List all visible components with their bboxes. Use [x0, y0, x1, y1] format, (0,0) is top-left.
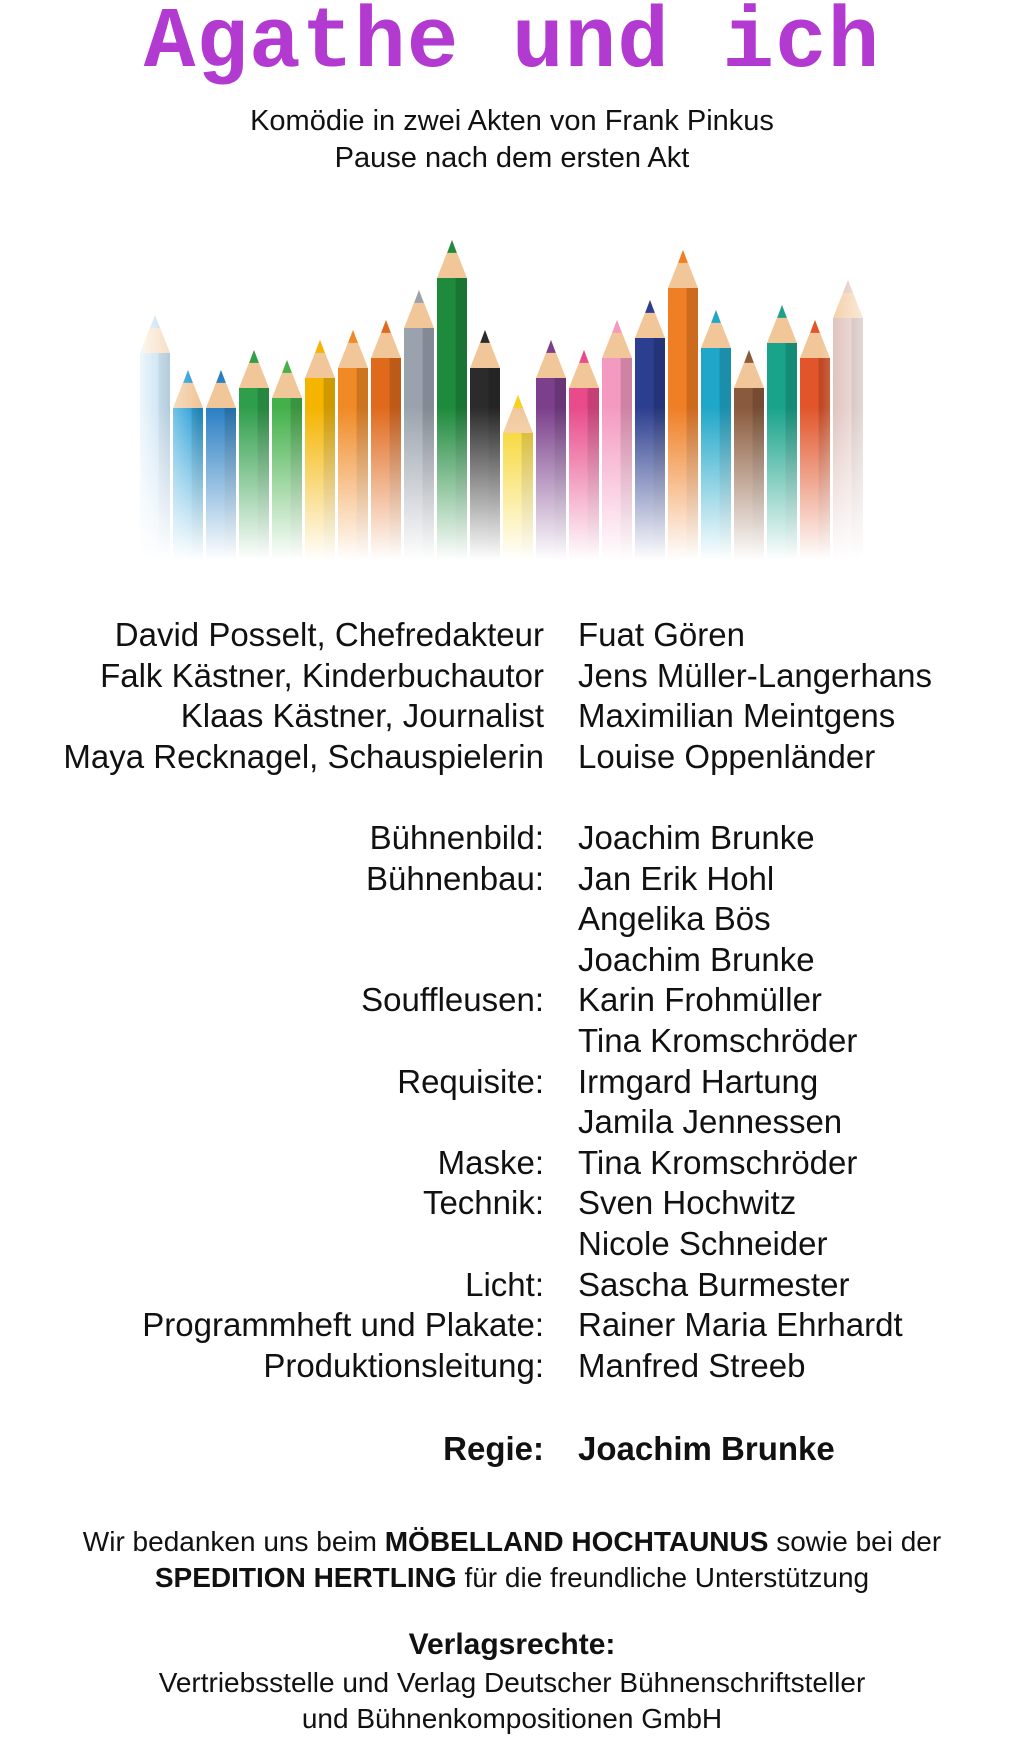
crew-row: [0, 940, 1024, 981]
cast-list: [0, 615, 1024, 777]
crew-function: Technik:: [422, 1184, 544, 1222]
crew-name: Angelika Bös: [578, 900, 771, 938]
crew-function: Requisite:: [397, 1062, 544, 1100]
play-title: Agathe und ich: [143, 0, 881, 92]
cast-role: Klaas Kästner, Journalist: [180, 697, 544, 735]
cast-actor: Jens Müller-Langerhans: [578, 656, 933, 694]
cast-row: [0, 737, 1024, 778]
sponsor-moebelland: MÖBELLAND HOCHTAUNUS: [384, 1526, 769, 1557]
sponsor-spedition: SPEDITION HERTLING: [154, 1562, 457, 1593]
cast-actor: Louise Oppenländer: [578, 737, 876, 775]
regie-name: Joachim Brunke: [578, 1430, 835, 1467]
crew-name: Sascha Burmester: [578, 1265, 850, 1303]
crew-row: [0, 1102, 1024, 1143]
crew-row: [0, 1021, 1024, 1062]
subtitle-author: Komödie in zwei Akten von Frank Pinkus: [250, 105, 774, 137]
crew-name: Manfred Streeb: [578, 1346, 806, 1384]
crew-function: Bühnenbild:: [369, 819, 544, 856]
crew-name: Karin Frohmüller: [578, 981, 822, 1019]
thanks-text: für die freundliche Unterstützung: [456, 1562, 870, 1593]
crew-name: Joachim Brunke: [578, 819, 815, 856]
crew-name: Sven Hochwitz: [578, 1184, 797, 1222]
publisher-line-1: Vertriebsstelle und Verlag Deutscher Bühnenschriftsteller: [158, 1667, 866, 1698]
cast-role: David Posselt, Chefredakteur: [114, 616, 544, 653]
crew-name: Rainer Maria Ehrhardt: [578, 1306, 903, 1344]
thanks-text: sowie bei der: [768, 1526, 942, 1557]
crew-row: [0, 1346, 1024, 1387]
crew-function: Produktionsleitung:: [263, 1346, 544, 1384]
crew-row: [0, 980, 1024, 1021]
crew-row: [0, 818, 1024, 859]
crew-name: Nicole Schneider: [578, 1224, 828, 1262]
crew-name: Tina Kromschröder: [578, 1143, 858, 1181]
cast-actor: Maximilian Meintgens: [578, 697, 896, 735]
thanks-line-1: [0, 1524, 1024, 1560]
crew-name: Joachim Brunke: [578, 940, 815, 978]
thanks-line-2: [0, 1560, 1024, 1596]
crew-function: Programmheft und Plakate:: [142, 1306, 544, 1344]
crew-row: [0, 899, 1024, 940]
regie-label: Regie:: [443, 1430, 544, 1467]
crew-row: [0, 1062, 1024, 1103]
crew-name: Jan Erik Hohl: [578, 859, 775, 897]
crew-name: Tina Kromschröder: [578, 1021, 858, 1059]
subtitle-intermission: Pause nach dem ersten Akt: [334, 142, 690, 174]
regie-row: [0, 1430, 1024, 1472]
cast-row: [0, 615, 1024, 656]
crew-row: [0, 859, 1024, 900]
crew-row: [0, 1143, 1024, 1184]
crew-name: Irmgard Hartung: [578, 1062, 819, 1100]
publishing-rights-title: Verlagsrechte:: [408, 1628, 616, 1661]
crew-row: [0, 1305, 1024, 1346]
crew-function: Souffleusen:: [361, 981, 544, 1019]
crew-function: Bühnenbau:: [365, 859, 544, 897]
crew-name: Jamila Jennessen: [578, 1103, 843, 1141]
crew-list: [0, 818, 1024, 1386]
cast-role: Maya Recknagel, Schauspielerin: [63, 737, 544, 775]
colored-pencils-icon: [140, 220, 880, 560]
cast-role: Falk Kästner, Kinderbuchautor: [100, 656, 544, 694]
crew-function: Maske:: [437, 1143, 544, 1181]
cast-row: [0, 696, 1024, 737]
cast-row: [0, 656, 1024, 697]
thanks-text: Wir bedanken uns beim: [82, 1526, 385, 1557]
crew-row: [0, 1224, 1024, 1265]
cast-actor: Fuat Gören: [578, 616, 745, 653]
publisher-line-2: und Bühnenkompositionen GmbH: [301, 1703, 723, 1734]
crew-row: [0, 1183, 1024, 1224]
crew-row: [0, 1265, 1024, 1306]
crew-function: Licht:: [465, 1265, 544, 1303]
colored-pencils-image: [140, 220, 880, 560]
